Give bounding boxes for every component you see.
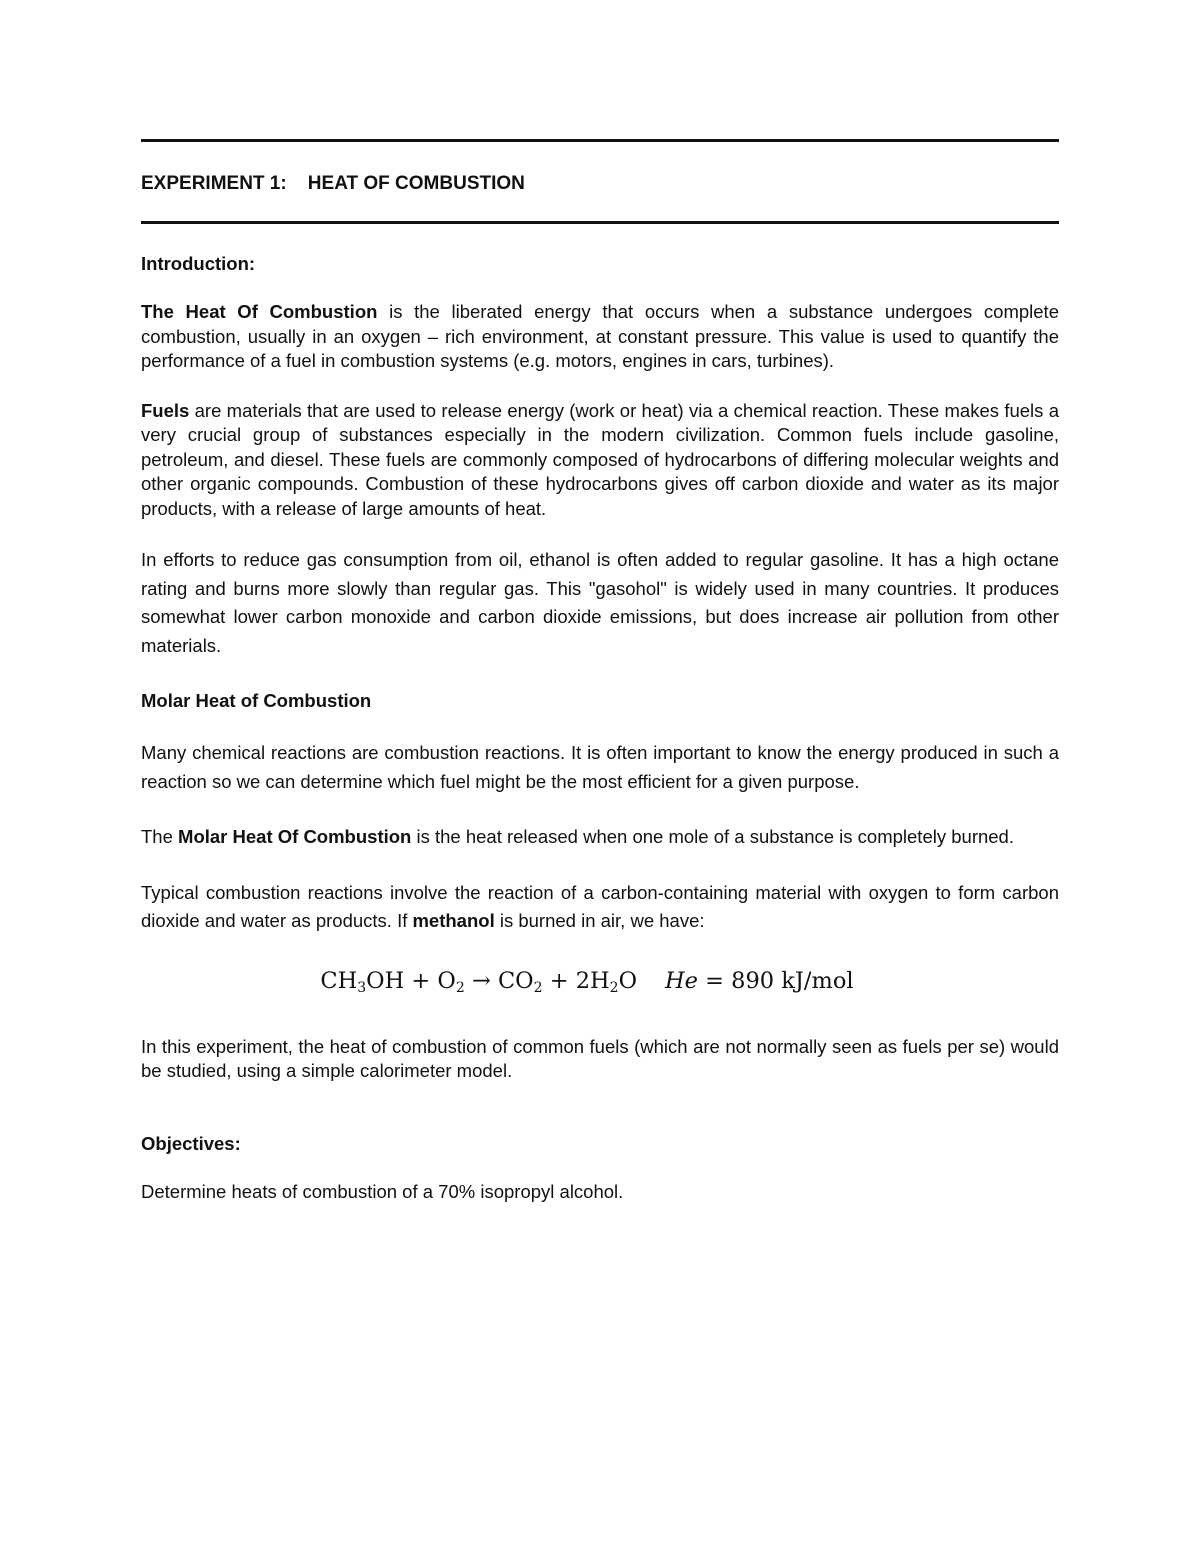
- document-page: [141, 139, 1059, 1204]
- eq-arrow: →: [464, 967, 498, 994]
- eq-subscript: 2: [533, 979, 543, 996]
- eq-plus: +: [404, 967, 438, 994]
- eq-unit: kJ/mol: [774, 967, 854, 994]
- intro-paragraph-gasohol: In efforts to reduce gas consumption from oil, ethanol is often added to regular gasoline. It has a high octane rating and burns more slowly than regular gas. This "gasohol" is widely used in many countries. It produces somewhat lower carbon monoxide and carbon dioxide emissions, but does increase air pollution from other materials.: [141, 549, 1059, 656]
- molar-heat-heading: Molar Heat of Combustion: [141, 690, 372, 711]
- term-fuels: Fuels: [141, 399, 190, 421]
- title-divider: [141, 221, 1059, 224]
- intro-paragraph-heat-of-combustion: [141, 300, 1059, 374]
- eq-equals: =: [697, 967, 732, 994]
- eq-subscript: 2: [609, 979, 619, 996]
- molar-paragraph-intro: Many chemical reactions are combustion reactions. It is often important to know the energy produced in such a reaction so we can determine which fuel might be the most efficient for a given purpose.: [141, 742, 1059, 792]
- paragraph-text: is the heat released when one mole of a substance is completely burned.: [411, 826, 1014, 847]
- objectives-heading: Objectives:: [141, 1132, 241, 1154]
- eq-plus: +: [542, 967, 576, 994]
- document-title: EXPERIMENT 1: HEAT OF COMBUSTION: [141, 173, 525, 194]
- molar-paragraph-definition: [141, 823, 1059, 852]
- paragraph-text: are materials that are used to release energy (work or heat) via a chemical reaction. These makes fuels a very crucial group of substances especially in the modern civilization. Common fuels include gasoline, petroleum, and diesel. These fuels are commonly composed of hydrocarbons of differing molecular weights and other organic compounds. Combustion of these hydrocarbons gives off carbon dioxide and water as its major products, with a release of large amounts of heat.: [141, 399, 1059, 519]
- paragraph-text: is the liberated energy that occurs when a substance undergoes complete combustion, usually in an oxygen – rich environment, at constant pressure. This value is used to quantify the performance of a fuel in combustion systems (e.g. motors, engines in cars, turbines).: [141, 301, 1059, 371]
- eq-value: 890: [731, 967, 775, 994]
- paragraph-text: is burned in air, we have:: [494, 910, 705, 931]
- eq-subscript: 2: [455, 979, 465, 996]
- objectives-text: Determine heats of combustion of a 70% isopropyl alcohol.: [141, 1180, 624, 1202]
- eq-text: CO: [497, 967, 534, 994]
- molar-paragraph-methanol: [141, 879, 1059, 936]
- eq-variable: He: [665, 967, 698, 994]
- term-heat-of-combustion: The Heat Of Combustion: [141, 301, 378, 322]
- eq-text: O: [618, 967, 638, 994]
- paragraph-text: Typical combustion reactions involve the reaction of a carbon-containing material with oxygen to form carbon dioxide and water as products. If: [141, 881, 1059, 931]
- methanol-combustion-equation: [128, 968, 1046, 996]
- introduction-heading: Introduction:: [141, 253, 256, 274]
- eq-subscript: 3: [357, 979, 367, 996]
- eq-text: 2H: [575, 967, 610, 994]
- term-methanol: methanol: [412, 910, 495, 931]
- paragraph-text: The: [141, 826, 179, 847]
- top-divider: [141, 139, 1059, 142]
- eq-text: CH: [320, 967, 358, 994]
- eq-text: OH: [366, 967, 405, 994]
- eq-text: O: [437, 967, 456, 994]
- term-molar-heat-of-combustion: Molar Heat Of Combustion: [178, 826, 412, 847]
- intro-paragraph-fuels: [141, 399, 1059, 522]
- molar-paragraph-experiment: In this experiment, the heat of combustion of common fuels (which are not normally seen as fuels per se) would be studied, using a simple calorimeter model.: [141, 1035, 1059, 1081]
